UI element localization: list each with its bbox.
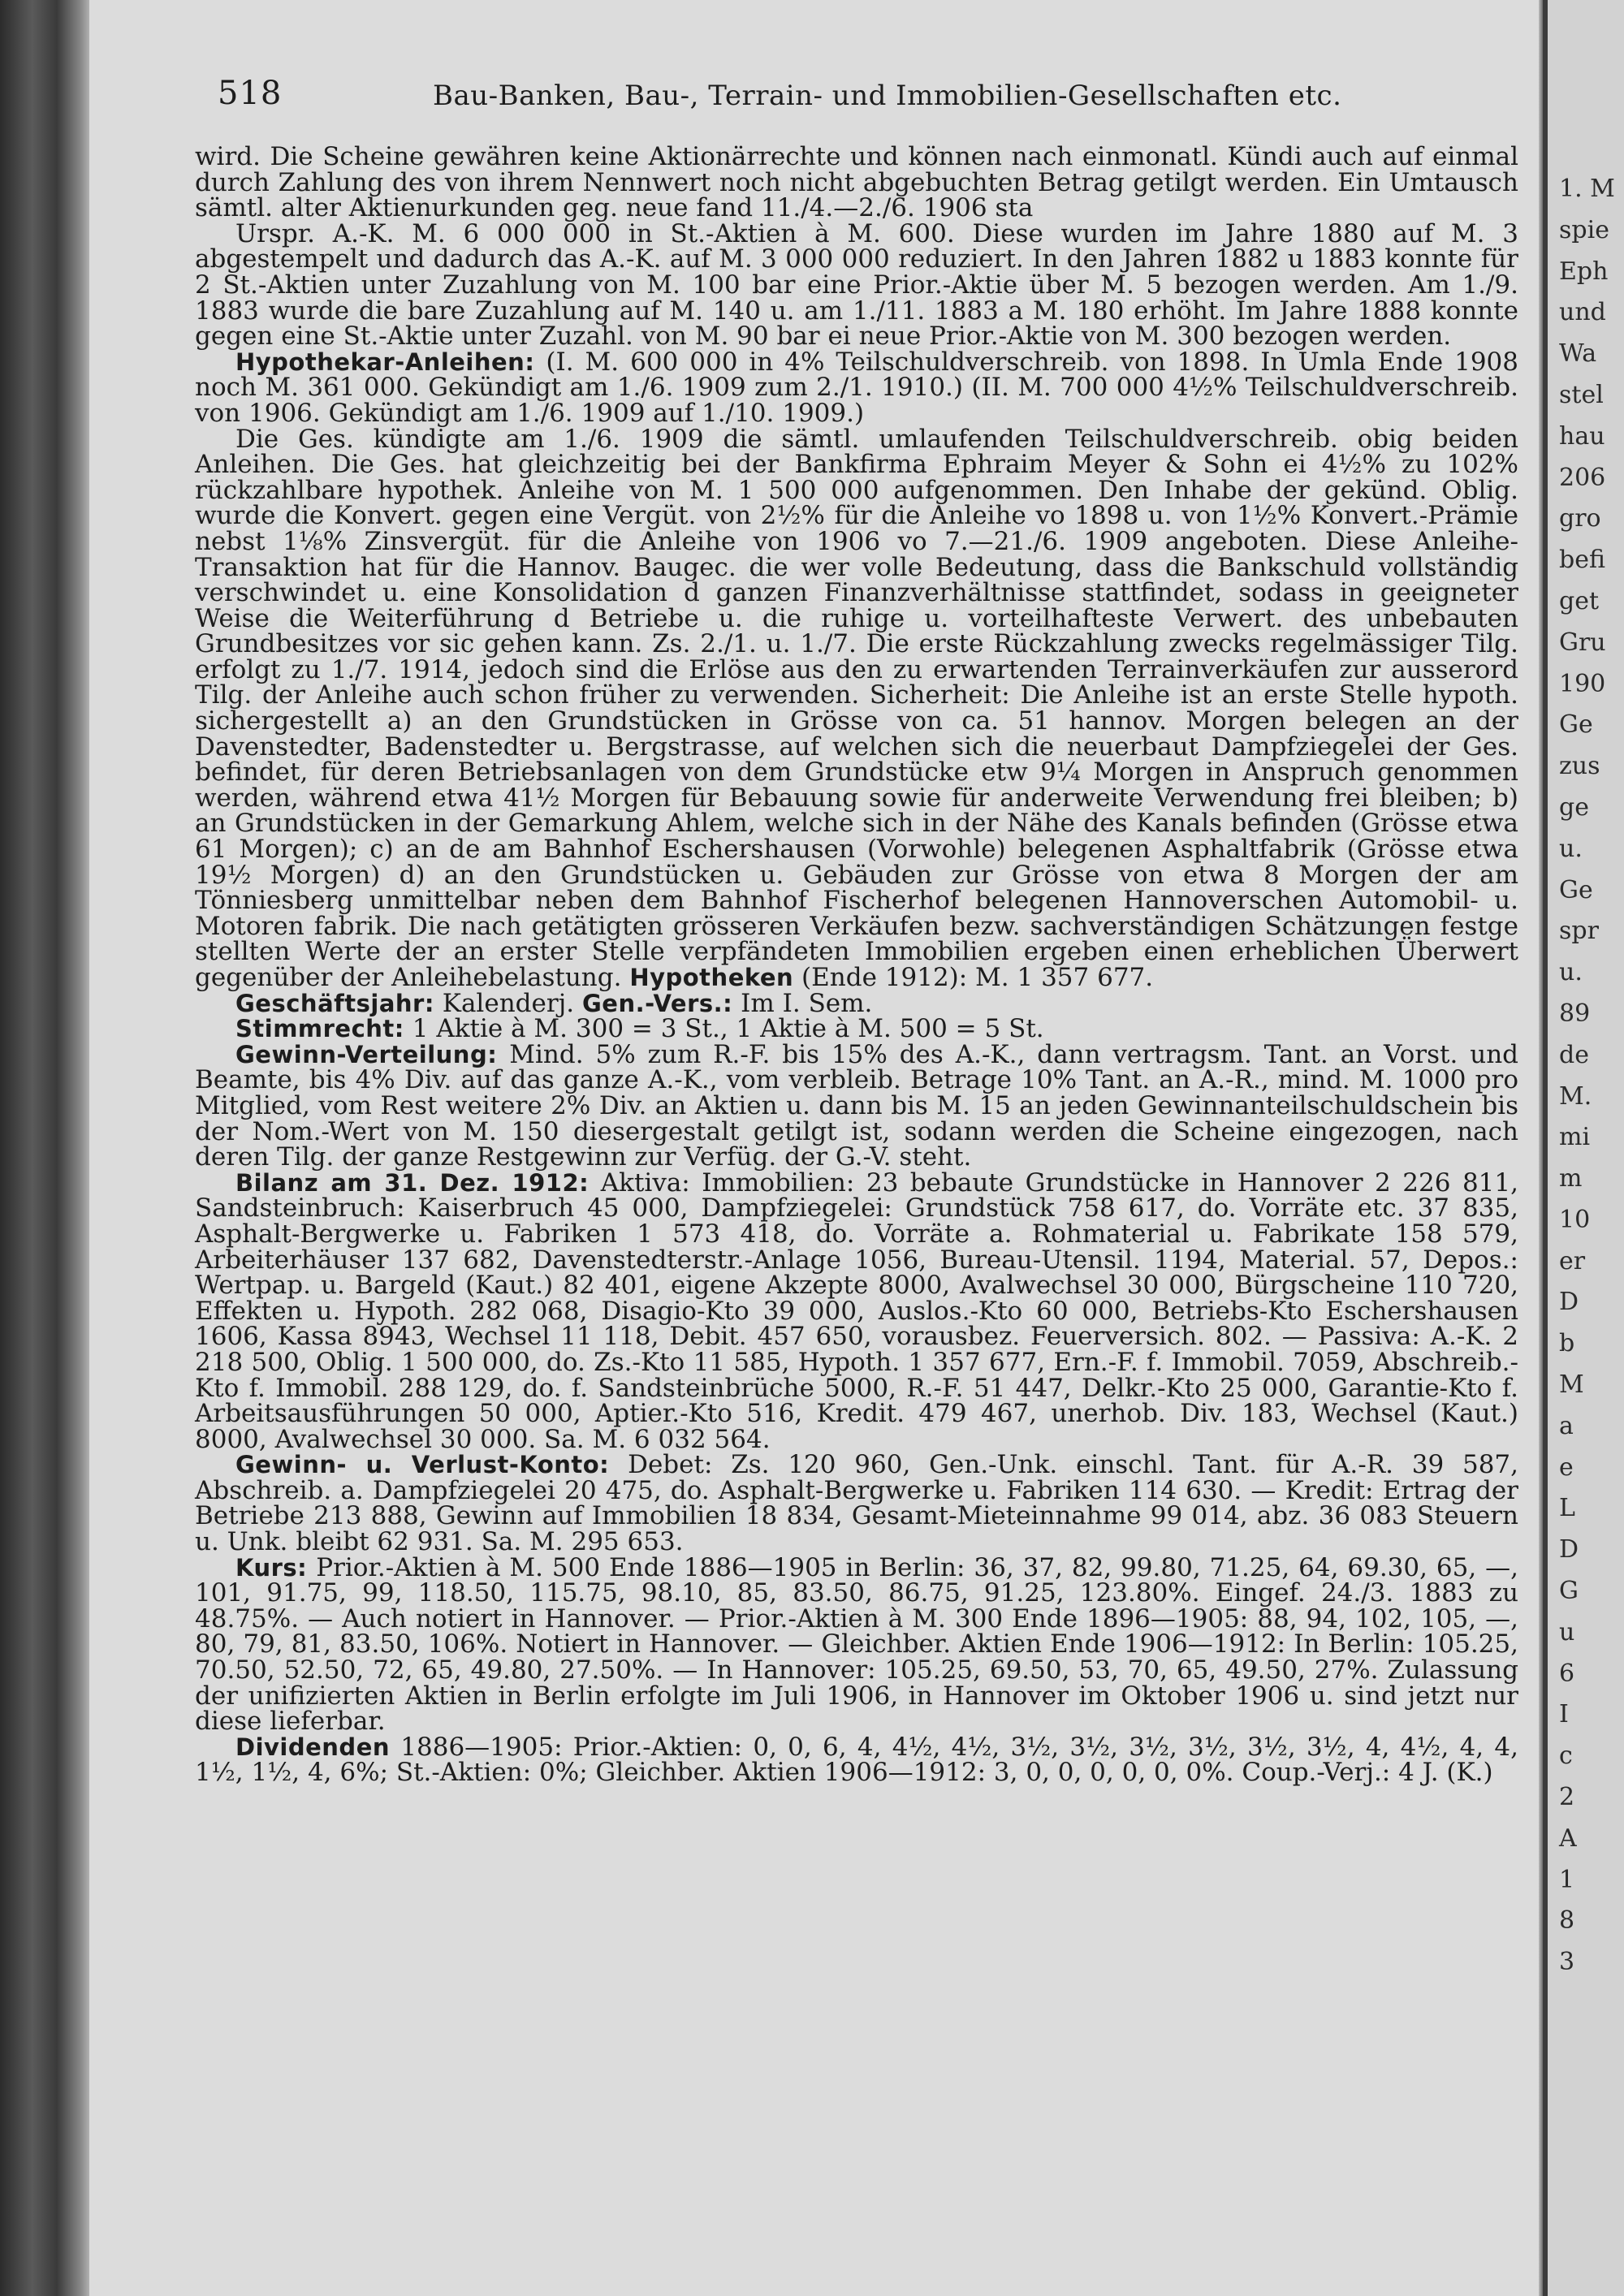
adjacent-page-fragment: m <box>1559 1164 1583 1193</box>
adjacent-page-fragment: u. <box>1559 958 1583 986</box>
adjacent-page-fragment: hau <box>1559 422 1605 451</box>
paragraph <box>195 1039 1518 1172</box>
scan-border-left <box>0 0 96 2296</box>
paragraph-text: Die Ges. kündigte am 1./6. 1909 die sämtl. umlaufenden Teilschuldverschreib. obig beiden Anleihen. Die Ges. hat gleichzeitig bei der Bankfirma Ephraim Meyer & Sohn ei 4½% zu 102% rückzahlbare hypothek. Anleihe von M. 1 500 000 aufgenommen. Den Inhabe der gekünd. Oblig. wurde die Konvert. gegen eine Vergüt. von 2½% für die Anleihe vo 1898 u. von 1½% Konvert.-Prämie nebst 1⅛% Zinsvergüt. für die Anleihe von 1906 vo 7.—21./6. 1909 angeboten. Diese Anleihe-Transaktion hat für die Hannov. Baugес. die wer volle Bedeutung, dass die Bankschuld vollständig verschwindet u. eine Konsolidation d ganzen Finanzverhältnisse stattfindet, sodass in geeigneter Weise die Weiterführung d Betriebe u. die ruhige u. vorteilhafteste Verwert. des unbebauten Grundbesitzes vor sic gehen kann. Zs. 2./1. u. 1./7. Die erste Rückzahlung zwecks regelmässiger Tilg. erfolgt zu 1./7. 1914, jedoch sind die Erlöse aus den zu erwartenden Terrainverkäufen zur ausserord Tilg. der Anleihe auch schon früher zu verwenden. Sicherheit: Die Anleihe ist an erste Stelle hypoth. sichergestellt a) an den Grundstücken in Grösse von ca. 51 hannov. Morgen belegen an der Davenstedter, Badenstedter u. Bergstrasse, auf welchen sich die neuerbaut Dampfziegelei der Ges. befindet, für deren Betriebsanlagen von dem Grundstücke etw 9¼ Morgen in Anspruch genommen werden, während etwa 41½ Morgen für Bebauung sowie für anderweite Verwendung frei bleiben; b) an Grundstücken in der Gemarkung Ahlem, welche sich in der Nähe des Kanals befinden (Grösse etwa 61 Morgen); c) an de am Bahnhof Eschershausen (Vorwohle) belegenen Asphaltfabrik (Grösse etwa 19½ Morgen) d) an den Grundstücken u. Gebäuden zur Grösse von etwa 8 Morgen der am Tönniesberg unmittelbar neben dem Bahnhof Fischerhof belegenen Hannoverschen Automobil- u. Motoren fabrik. Die nach getätigten grösseren Verkäufen bezw. sachverständigen Schätzungen festge stellten Werte der an erster Stelle verpfändeten Immobilien ergeben einen erheblichen Überwert gegenüber der Anleihebelastung. <box>195 424 1518 992</box>
adjacent-page-fragment: 2 <box>1559 1783 1575 1811</box>
adjacent-page-fragment: get <box>1559 587 1600 615</box>
section-heading: Gewinn- u. Verlust-Konto: <box>235 1451 610 1479</box>
section-heading: Gen.-Vers.: <box>582 989 733 1017</box>
adjacent-page-fragment: L <box>1559 1494 1575 1522</box>
adjacent-page-fragment: Eph <box>1559 257 1609 286</box>
paragraph-text: wird. Die Scheine gewähren keine Aktionärrechte und können nach einmonatl. Kündi auch auf einmal durch Zahlung des von ihrem Nennwert noch nicht abgebuchten Betrag getilgt werden. Ein Umtausch sämtl. alter Aktienurkunden geg. neue fand 11./4.—2./6. 1906 sta <box>195 142 1518 223</box>
paragraph-text: 1 Aktie à M. 300 = 3 St., 1 Aktie à M. 500 = 5 St. <box>404 1014 1044 1044</box>
adjacent-page-fragment: Wa <box>1559 339 1597 368</box>
adjacent-page-fragment: 89 <box>1559 999 1591 1028</box>
page-number: 518 <box>218 75 283 112</box>
paragraph <box>195 142 1518 223</box>
paragraph-text: Aktiva: Immobilien: 23 bebaute Grundstücke in Hannover 2 226 811, Sandsteinbruch: Kaiserbruch 45 000, Dampfziegelei: Grundstück 758 617, do. Vorräte etc. 37 835, Asphalt-Bergwerke u. Fabriken 1 573 418, do. Vorräte a. Rohmaterial u. Fabrikate 158 579, Arbeiterhäuser 137 682, Davenstedterstr.-Anlage 1056, Bureau-Utensil. 1194, Material. 57, Depos.: Wertpap. u. Bargeld (Kaut.) 82 401, eigene Akzepte 8000, Avalwechsel 30 000, Bürgscheine 110 720, Effekten u. Hypoth. 282 068, Disagio-Kto 39 000, Auslos.-Kto 60 000, Betriebs-Kto Eschershausen 1606, Kassa 8943, Wechsel 11 118, Debit. 457 650, vorausbez. Feuerversich. 802. — Passiva: A.-K. 2 218 500, Oblig. 1 500 000, do. Zs.-Kto 11 585, Hypoth. 1 357 677, Ern.-F. f. Immobil. 7059, Abschreib.-Kto f. Immobil. 288 129, do. f. Sandsteinbrüche 5000, R.-F. 51 447, Delkr.-Kto 25 000, Garantie-Kto f. Arbeitsausführungen 50 000, Aptier.-Kto 516, Kredit. 479 467, unerhob. Div. 183, Wechsel (Kaut.) 8000, Avalwechsel 30 000. Sa. M. 6 032 564. <box>195 1167 1518 1454</box>
adjacent-page-fragment: 1 <box>1559 1866 1575 1894</box>
adjacent-page-fragment: Gru <box>1559 628 1606 657</box>
adjacent-page-fragment: 3 <box>1559 1948 1575 1976</box>
paragraph <box>195 1167 1518 1454</box>
paragraph-text: (I. M. 600 000 in 4% Teilschuldverschreib. von 1898. In Umla Ende 1908 noch M. 361 000. Gekündigt am 1./6. 1909 zum 2./1. 1910.) (II. M. 700 000 4½% Teilschuldverschreib. von 1906. Gekündigt am 1./6. 1909 auf 1./10. 1909.) <box>195 347 1518 428</box>
paragraph-text: Kalenderj. <box>434 988 575 1018</box>
adjacent-page-fragment: er <box>1559 1247 1586 1275</box>
adjacent-page-fragment: u <box>1559 1618 1575 1646</box>
paragraph-text: Prior.-Aktien à M. 500 Ende 1886—1905 in Berlin: 36, 37, 82, 99.80, 71.25, 64, 69.30, 65, —, 101, 91.75, 99, 118.50, 115.75, 98.10, 85, 83.50, 86.75, 91.25, 123.80%. Eingef. 24./3. 1883 zu 48.75%. — Auch notiert in Hannover. — Prior.-Aktien à M. 300 Ende 1896—1905: 88, 94, 102, 105, —, 80, 79, 81, 83.50, 106%. Notiert in Hannover. — Gleichber. Aktien Ende 1906—1912: In Berlin: 105.25, 70.50, 52.50, 72, 65, 49.80, 27.50%. — In Hannover: 105.25, 69.50, 53, 70, 65, 49.50, 27%. Zulassung der unifizierten Aktien in Berlin erfolgte im Juli 1906, in Hannover im Oktober 1906 u. sind jetzt nur diese lieferbar. <box>195 1552 1518 1737</box>
adjacent-page-fragment: spie <box>1559 216 1609 244</box>
adjacent-page-fragment: 1. M <box>1559 175 1615 203</box>
paragraph-text: Im I. Sem. <box>732 988 873 1018</box>
section-heading: Geschäftsjahr: <box>235 989 434 1017</box>
adjacent-page-fragment: Ge <box>1559 710 1593 739</box>
adjacent-page-fragment: M. <box>1559 1082 1592 1111</box>
running-title: Bau-Banken, Bau-, Terrain- und Immobilien-Gesellschaften etc. <box>433 80 1342 112</box>
paragraph <box>195 1016 1518 1042</box>
adjacent-page-strip <box>1543 0 1624 2296</box>
adjacent-page-fragment: zus <box>1559 752 1600 780</box>
adjacent-page-fragment: 206 <box>1559 464 1606 492</box>
paragraph <box>195 1552 1518 1737</box>
adjacent-page-fragment: mi <box>1559 1123 1591 1151</box>
paragraph-text: Urspr. A.-K. M. 6 000 000 in St.-Aktien à M. 600. Diese wurden im Jahre 1880 auf M. 3 abgestempelt und dadurch das A.-K. auf M. 3 000 000 reduziert. In den Jahren 1882 u 1883 konnte für 2 St.-Aktien unter Zuzahlung von M. 100 bar eine Prior.-Aktie über M. 5 bezogen werden. Am 1./9. 1883 wurde die bare Zuzahlung auf M. 140 u. am 1./11. 1883 a M. 180 erhöht. Im Jahre 1888 konnte gegen eine St.-Aktie unter Zuzahl. von M. 90 bar ei neue Prior.-Aktie von M. 300 bezogen werden. <box>195 218 1518 352</box>
adjacent-page-fragment: M <box>1559 1370 1584 1399</box>
section-heading: Dividenden <box>235 1733 391 1761</box>
paragraph <box>195 218 1518 352</box>
section-heading: Stimmrecht: <box>235 1015 404 1043</box>
section-heading: Hypotheken <box>629 964 794 991</box>
adjacent-page-fragment: a <box>1559 1412 1574 1440</box>
adjacent-page-fragment: D <box>1559 1288 1579 1316</box>
adjacent-page-fragment: und <box>1559 298 1606 326</box>
adjacent-page-fragment: u. <box>1559 835 1583 863</box>
adjacent-page-fragment: G <box>1559 1577 1579 1605</box>
section-heading: Kurs: <box>235 1553 308 1582</box>
adjacent-page-fragment: ge <box>1559 793 1589 822</box>
page-body <box>195 142 1519 1788</box>
adjacent-page-fragment: A <box>1559 1824 1577 1853</box>
section-heading: Hypothekar-Anleihen: <box>235 347 535 376</box>
paragraph <box>195 988 1518 1018</box>
paragraph <box>195 347 1518 428</box>
adjacent-page-fragment: de <box>1559 1041 1589 1069</box>
adjacent-page-fragment: 8 <box>1559 1906 1575 1935</box>
adjacent-page-fragment: e <box>1559 1453 1574 1482</box>
adjacent-page-fragment: Ge <box>1559 876 1593 904</box>
section-heading: Bilanz am 31. Dez. 1912: <box>235 1168 590 1197</box>
paragraph <box>195 1452 1518 1555</box>
adjacent-page-fragment: D <box>1559 1535 1579 1564</box>
adjacent-page-fragment: c <box>1559 1741 1573 1770</box>
paragraph <box>195 424 1518 992</box>
adjacent-page-fragment: gro <box>1559 504 1601 533</box>
adjacent-page-fragment: 10 <box>1559 1206 1591 1234</box>
adjacent-page-fragment: b <box>1559 1329 1575 1357</box>
adjacent-page-fragment: befi <box>1559 546 1605 574</box>
section-heading: Gewinn-Verteilung: <box>235 1040 498 1068</box>
paragraph-text: Debet: Zs. 120 960, Gen.-Unk. einschl. Tant. für A.-R. 39 587, Abschreib. a. Dampfziegelei 20 475, do. Asphalt-Bergwerke u. Fabriken 114 630. — Kredit: Ertrag der Betriebe 213 888, Gewinn auf Immobilien 18 834, Gesamt-Mieteinnahme 99 014, abz. 36 083 Steuern u. Unk. bleibt 62 931. Sa. M. 295 653. <box>195 1450 1519 1557</box>
paragraph-text: 1886—1905: Prior.-Aktien: 0, 0, 6, 4, 4½, 4½, 3½, 3½, 3½, 3½, 3½, 3½, 4, 4½, 4, 4, 1½, 1½, 4, 6%; St.-Aktien: 0%; Gleichber. Aktien 1906—1912: 3, 0, 0, 0, 0, 0, 0%. Coup.-Verj.: 4 J. (K.) <box>195 1732 1518 1788</box>
adjacent-page-fragment: I <box>1559 1700 1569 1728</box>
page-header <box>218 75 1517 123</box>
paragraph-text: Mind. 5% zum R.-F. bis 15% des A.-K., dann vertragsm. Tant. an Vorst. und Beamte, bis 4% Div. auf das ganze A.-K., vom verbleib. Betrage 10% Tant. an A.-R., mind. M. 1000 pro Mitglied, vom Rest weitere 2% Div. an Aktien u. dann bis M. 15 an jeden Gewinnanteilschuldschein bis der Nom.-Wert von M. 150 diesergestalt getilgt ist, sodann werden die Scheine eingezogen, nach deren Tilg. der ganze Restgewinn zur Verfüg. der G.-V. steht. <box>195 1039 1518 1172</box>
adjacent-page-fragment: 6 <box>1559 1659 1575 1688</box>
adjacent-page-fragment: spr <box>1559 917 1599 945</box>
adjacent-page-fragment: 190 <box>1559 670 1606 698</box>
paragraph-text: (Ende 1912): M. 1 357 677. <box>793 963 1154 992</box>
paragraph <box>195 1732 1518 1788</box>
adjacent-page-fragment: stel <box>1559 381 1604 409</box>
